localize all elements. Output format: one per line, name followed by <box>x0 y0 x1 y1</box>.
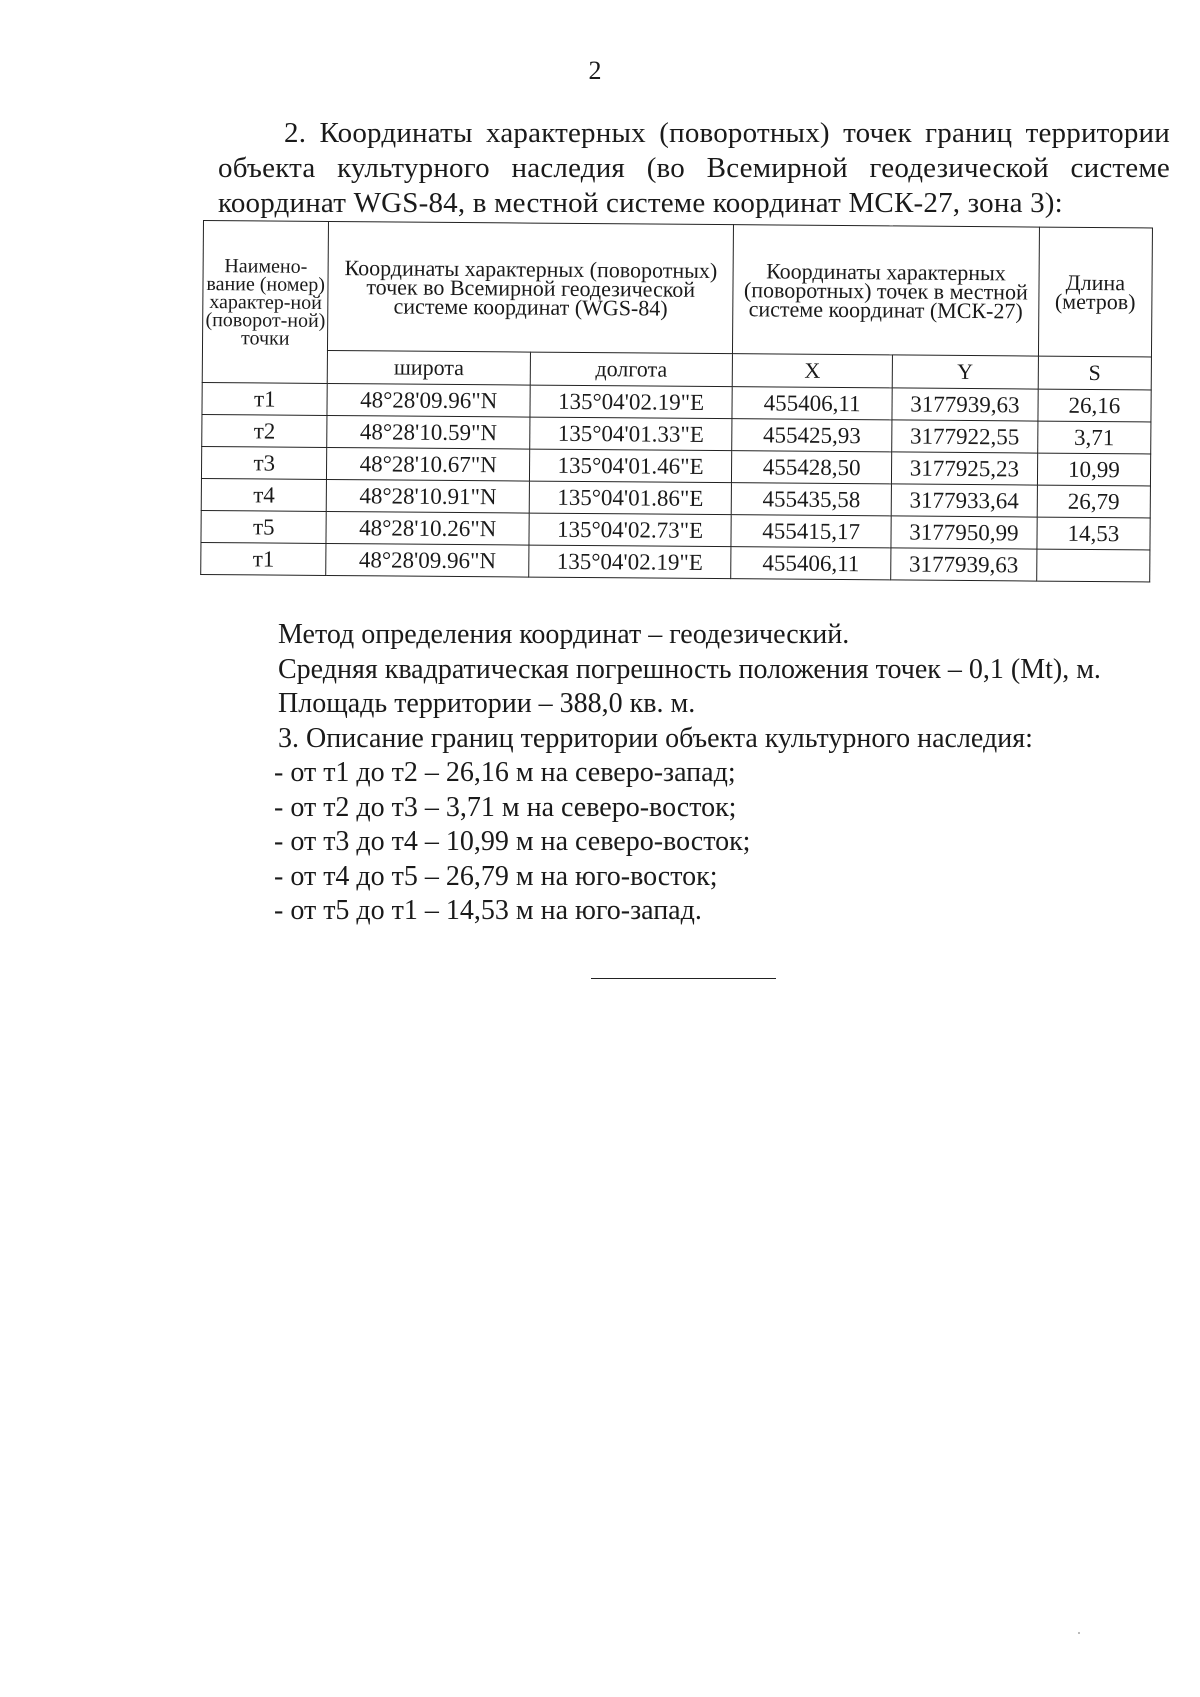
section-2-heading <box>218 116 1170 221</box>
cell-length: 26,16 <box>1038 389 1152 422</box>
header-longitude: долгота <box>530 352 733 387</box>
cell-point: т1 <box>201 542 327 575</box>
cell-latitude: 48°28'09.96"N <box>326 543 529 577</box>
cell-length <box>1036 549 1150 582</box>
cell-point: т1 <box>202 382 328 415</box>
cell-y: 3177922,55 <box>892 420 1038 453</box>
cell-x: 455406,11 <box>732 387 892 420</box>
cell-x: 455435,58 <box>731 483 891 516</box>
header-s: S <box>1038 356 1152 390</box>
cell-longitude: 135°04'01.46"E <box>529 449 732 483</box>
cell-y: 3177939,63 <box>892 388 1038 421</box>
header-y: Y <box>892 355 1038 389</box>
scan-speck <box>1078 1632 1080 1634</box>
section-2-heading-text: 2. Координаты характерных (поворотных) точек границ территории объекта культурного наследия (во Всемирной геодезической системе координат WGS-84, в местной системе координат МСК-27, зона 3): <box>218 117 1170 219</box>
header-msk27-coordinates: Координаты характерных (поворотных) точек в местной системе координат (МСК-27) <box>733 225 1040 356</box>
page-number: 2 <box>588 56 602 85</box>
cell-latitude: 48°28'10.91"N <box>327 479 530 513</box>
cell-x: 455428,50 <box>732 451 892 484</box>
header-x: X <box>732 354 892 388</box>
cell-point: т3 <box>201 446 327 479</box>
cell-x: 455425,93 <box>732 419 892 452</box>
cell-x: 455406,11 <box>731 547 891 580</box>
cell-point: т4 <box>201 478 327 511</box>
area-line: Площадь территории – 388,0 кв. м. <box>278 688 696 719</box>
header-wgs84-coordinates: Координаты характерных (поворотных) точек во Всемирной геодезической системе координат (WGS-84) <box>328 221 734 353</box>
cell-length: 10,99 <box>1037 453 1151 486</box>
method-line: Метод определения координат – геодезический. <box>278 619 850 650</box>
header-latitude: широта <box>328 350 531 385</box>
cell-latitude: 48°28'10.59"N <box>327 415 530 449</box>
error-line: Средняя квадратическая погрешность положения точек – 0,1 (Mt), м. <box>278 653 1101 685</box>
cell-longitude: 135°04'02.19"E <box>530 385 733 419</box>
cell-length: 3,71 <box>1037 421 1151 454</box>
table-header-row <box>202 221 1152 357</box>
boundary-item: - от т3 до т4 – 10,99 м на северо-восток; <box>274 826 751 857</box>
boundary-title: 3. Описание границ территории объекта культурного наследия: <box>278 722 1033 754</box>
end-separator-line <box>591 978 776 979</box>
cell-longitude: 135°04'02.19"E <box>529 545 732 579</box>
boundary-item: - от т4 до т5 – 26,79 м на юго-восток; <box>274 860 718 892</box>
cell-longitude: 135°04'01.33"E <box>530 417 733 451</box>
cell-length: 14,53 <box>1037 517 1151 550</box>
coordinates-table <box>200 220 1153 582</box>
cell-y: 3177933,64 <box>891 484 1037 517</box>
cell-point: т2 <box>202 414 328 447</box>
cell-point: т5 <box>201 510 327 543</box>
cell-latitude: 48°28'10.26"N <box>326 511 529 545</box>
cell-latitude: 48°28'09.96"N <box>327 383 530 417</box>
cell-y: 3177925,23 <box>891 452 1037 485</box>
cell-x: 455415,17 <box>731 515 891 548</box>
cell-latitude: 48°28'10.67"N <box>327 447 530 481</box>
cell-length: 26,79 <box>1037 485 1151 518</box>
boundary-item: - от т2 до т3 – 3,71 м на северо-восток; <box>274 791 737 823</box>
boundary-item: - от т5 до т1 – 14,53 м на юго-запад. <box>274 895 702 926</box>
cell-y: 3177950,99 <box>891 516 1037 549</box>
table-row <box>201 542 1150 581</box>
boundary-item: - от т1 до т2 – 26,16 м на северо-запад; <box>274 757 736 788</box>
header-point-name: Наимено-вание (номер) характер-ной (поворот-ной) точки <box>202 221 329 384</box>
cell-longitude: 135°04'02.73"E <box>529 513 732 547</box>
header-length: Длина (метров) <box>1038 227 1152 357</box>
cell-longitude: 135°04'01.86"E <box>529 481 732 515</box>
cell-y: 3177939,63 <box>891 548 1037 581</box>
description-block <box>274 618 1158 929</box>
